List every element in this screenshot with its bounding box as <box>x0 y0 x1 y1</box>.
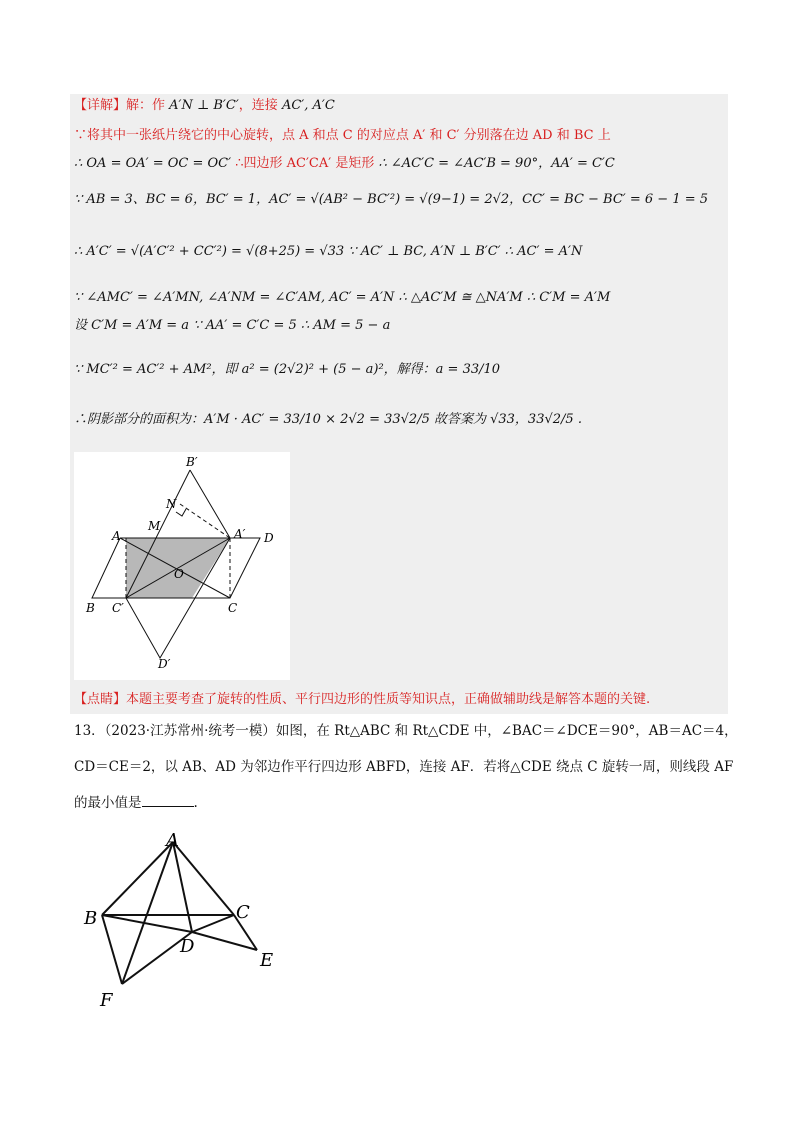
label-fig2-a: A <box>166 832 179 851</box>
line3-math: ∴ OA = OA′ = OC = OC′ <box>74 156 232 171</box>
detail-tag: 【详解】 <box>74 98 127 113</box>
answer-blank[interactable] <box>142 794 194 807</box>
label-a: A <box>112 529 121 543</box>
label-fig2-e: E <box>260 950 274 971</box>
segment-af <box>122 842 173 984</box>
triangle-figure <box>80 832 290 1012</box>
dashed-a1n <box>180 504 230 538</box>
question-line-3 <box>74 794 198 812</box>
rotation-figure <box>74 452 290 680</box>
label-d: D <box>264 531 274 545</box>
label-n: N <box>166 497 177 511</box>
label-fig2-c: C <box>236 902 250 923</box>
label-a1: A′ <box>234 527 246 541</box>
line1-text: 解：作 <box>126 98 166 113</box>
question-line-3-end: . <box>193 795 198 811</box>
label-m: M <box>148 519 161 533</box>
line1-connect: ，连接 <box>238 98 278 113</box>
segment-ad <box>173 842 192 932</box>
question-line-2: CD＝CE＝2，以 AB、AD 为邻边作平行四边形 ABFD，连接 AF．若将△CDE 绕点 C 旋转一周，则线段 AF <box>74 759 734 775</box>
label-b1: B′ <box>186 455 198 469</box>
solution-line-9: ∴阴影部分的面积为：A′M · AC′ = 33/10 × 2√2 = 33√2/5 故答案为 √33，33√2/5 . <box>74 412 582 427</box>
question-line-3-text: 的最小值是 <box>74 795 142 811</box>
label-b: B <box>86 601 95 615</box>
comment-line: 【点睛】本题主要考查了旋转的性质、平行四边形的性质等知识点，正确做辅助线是解答本题的关键. <box>74 692 651 707</box>
segment-bd <box>102 915 192 932</box>
solution-line-6: ∵ ∠AMC′ = ∠A′MN, ∠A′NM = ∠C′AM, AC′ = A′N ∴ △AC′M ≅ △NA′M ∴ C′M = A′M <box>74 290 611 305</box>
line1-math1: A′N ⊥ B′C′ <box>169 98 239 113</box>
solution-line-8: ∵ MC′² = AC′² + AM²，即 a² = (2√2)² + (5 − a)²，解得：a = 33/10 <box>74 362 501 377</box>
line1-math2: AC′, A′C <box>281 98 335 113</box>
line3-math2: ∴ ∠AC′C = ∠AC′B = 90°，AA′ = C′C <box>378 156 615 171</box>
solution-line-1 <box>74 98 335 114</box>
label-d1: D′ <box>158 657 171 671</box>
label-o: O <box>174 567 184 581</box>
label-c1: C′ <box>112 601 124 615</box>
right-angle-mark <box>176 509 186 516</box>
segment-ac <box>173 842 234 915</box>
label-fig2-d: D <box>180 936 195 957</box>
line3-text: ∴四边形 AC′CA′ 是矩形 <box>235 156 375 171</box>
solution-line-7: 设 C′M = A′M = a ∵ AA′ = C′C = 5 ∴ AM = 5 − a <box>74 318 391 333</box>
segment-ab <box>102 842 173 915</box>
solution-line-2: ∵将其中一张纸片绕它的中心旋转，点 A 和点 C 的对应点 A′ 和 C′ 分别落在边 AD 和 BC 上 <box>74 128 611 143</box>
label-fig2-b: B <box>84 908 98 929</box>
segment-cd <box>192 915 234 932</box>
solution-line-5: ∴ A′C′ = √(A′C′² + CC′²) = √(8+25) = √33 ∵ AC′ ⊥ BC, A′N ⊥ B′C′ ∴ AC′ = A′N <box>74 244 583 259</box>
solution-line-4: ∵ AB = 3、BC = 6，BC′ = 1，AC′ = √(AB² − BC′²) = √(9−1) = 2√2，CC′ = BC − BC′ = 6 − 1 = 5 <box>74 192 709 207</box>
triangle-figure-svg <box>80 832 290 1012</box>
rotation-figure-svg <box>74 452 290 680</box>
segment-bf <box>102 915 122 984</box>
question-line-1: 13．（2023·江苏常州·统考一模）如图，在 Rt△ABC 和 Rt△CDE 中，∠BAC＝∠DCE＝90°，AB＝AC＝4， <box>74 723 738 739</box>
solution-line-3 <box>74 156 615 172</box>
label-c: C <box>228 601 238 615</box>
label-fig2-f: F <box>100 990 113 1011</box>
